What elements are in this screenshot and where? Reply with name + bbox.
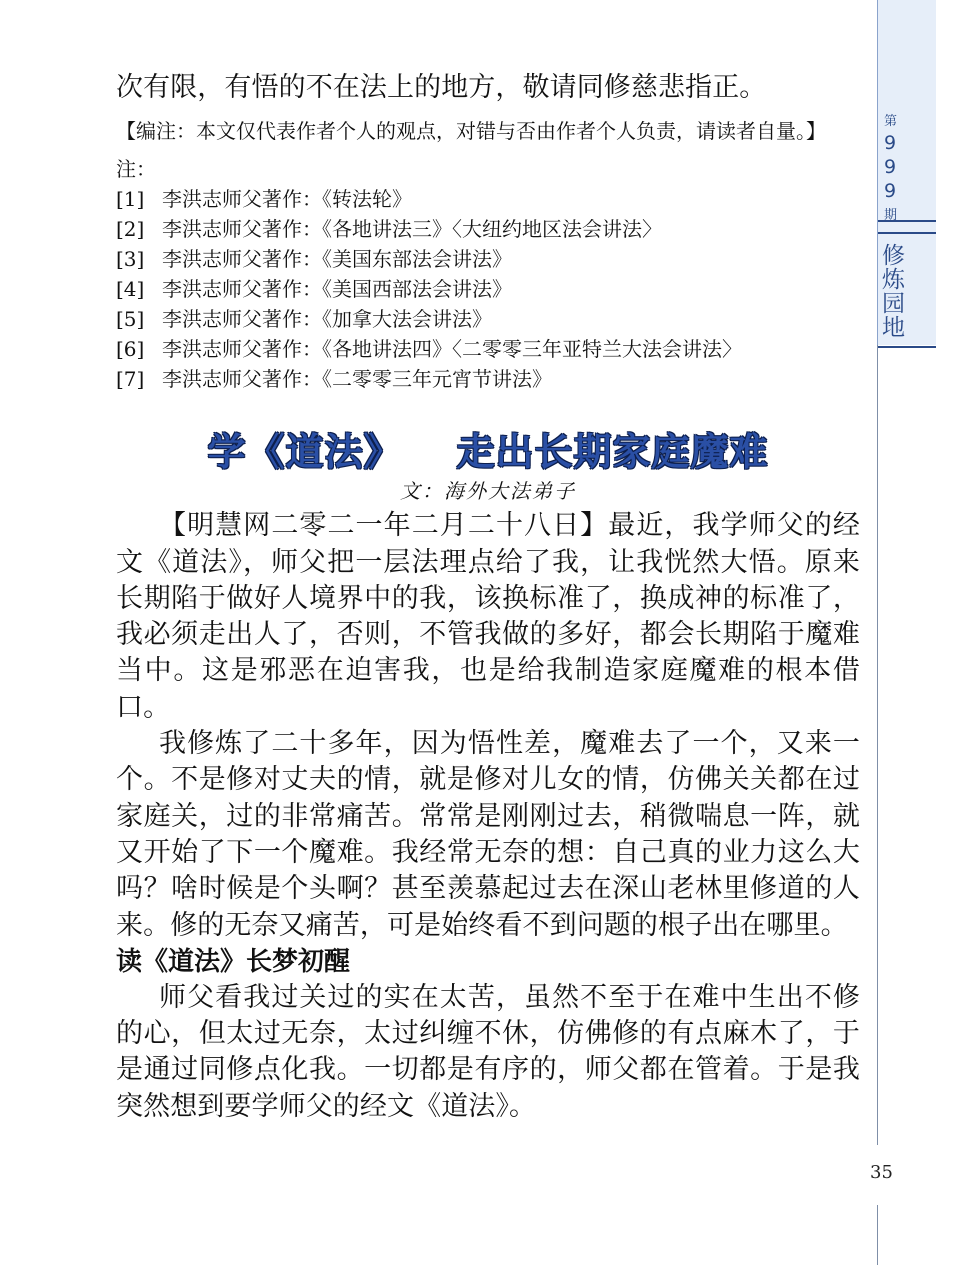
editor-note: 【编注：本文仅代表作者个人的观点，对错与否由作者个人负责，请读者自量。】 — [116, 119, 826, 144]
note-text: 李洪志师父著作：《二零零三年元宵节讲法》 — [162, 367, 552, 392]
issue-digit: 9 — [884, 132, 897, 154]
note-text: 李洪志师父著作：《各地讲法三》〈大纽约地区法会讲法〉 — [162, 217, 662, 242]
note-item — [116, 244, 860, 274]
note-number: [7] — [116, 367, 145, 392]
page-number: 35 — [870, 1162, 893, 1183]
note-number: [3] — [116, 247, 145, 272]
section-char: 炼 — [882, 267, 905, 293]
note-number: [6] — [116, 337, 145, 362]
note-item — [116, 214, 860, 244]
section-char: 园 — [882, 291, 905, 317]
article-subheading: 读《道法》长梦初醒 — [116, 946, 351, 977]
notes-label: 注： — [116, 157, 156, 182]
issue-suffix: 期 — [884, 208, 898, 223]
note-item — [116, 184, 860, 214]
article-byline: 文：海外大法弟子 — [400, 479, 576, 504]
note-item — [116, 334, 860, 364]
issue-digit: 9 — [884, 156, 897, 178]
margin-rule — [877, 345, 878, 1145]
sidebar-tab — [877, 0, 936, 345]
note-item — [116, 304, 860, 334]
note-number: [1] — [116, 187, 145, 212]
section-name — [878, 232, 936, 348]
note-item — [116, 274, 860, 304]
issue-number — [878, 102, 936, 222]
article-title-part1: 学《道法》 — [207, 429, 403, 475]
article-paragraph: 我修炼了二十多年，因为悟性差，魔难去了一个，又来一个。不是修对丈夫的情，就是修对儿女的情，仿佛关关都在过家庭关，过的非常痛苦。常常是刚刚过去，稍微喘息一阵，就又开始了下一个魔难。我经常无奈的想：自己真的业力这么大吗？啥时候是个头啊？甚至羡慕起过去在深山老林里修道的人来。修的无奈又痛苦，可是始终看不到问题的根子出在哪里。 — [116, 728, 860, 941]
note-text: 李洪志师父著作：《加拿大法会讲法》 — [162, 307, 492, 332]
note-number: [5] — [116, 307, 145, 332]
note-text: 李洪志师父著作：《各地讲法四》〈二零零三年亚特兰大法会讲法〉 — [162, 337, 742, 362]
page-content — [116, 70, 860, 1125]
article-title-part2: 走出长期家庭魔难 — [456, 429, 769, 475]
issue-prefix: 第 — [884, 114, 898, 129]
article-paragraph: 【明慧网二零二一年二月二十八日】最近，我学师父的经文《道法》，师父把一层法理点给了我，让我恍然大悟。原来长期陷于做好人境界中的我，该换标准了，换成神的标准了，我必须走出人了，否则，不管我做的多好，都会长期陷于魔难当中。这是邪恶在迫害我，也是给我制造家庭魔难的根本借口。 — [116, 510, 860, 723]
section-char: 地 — [882, 315, 905, 341]
section-char: 修 — [882, 243, 905, 269]
note-text: 李洪志师父著作：《美国西部法会讲法》 — [162, 277, 512, 302]
margin-rule — [877, 1205, 878, 1265]
note-text: 李洪志师父著作：《转法轮》 — [162, 187, 412, 212]
issue-digit: 9 — [884, 180, 897, 202]
article-paragraph: 师父看我过关过的实在太苦，虽然不至于在难中生出不修的心，但太过无奈，太过纠缠不休，仿佛修的有点麻木了，于是通过同修点化我。一切都是有序的，师父都在管着。于是我突然想到要学师父的经文《道法》。 — [116, 981, 860, 1122]
note-item — [116, 364, 860, 394]
note-number: [2] — [116, 217, 145, 242]
note-text: 李洪志师父著作：《美国东部法会讲法》 — [162, 247, 512, 272]
notes-list — [116, 184, 860, 394]
note-number: [4] — [116, 277, 145, 302]
article-title — [116, 428, 860, 476]
previous-article-closing: 次有限，有悟的不在法上的地方，敬请同修慈悲指正。 — [116, 72, 767, 103]
